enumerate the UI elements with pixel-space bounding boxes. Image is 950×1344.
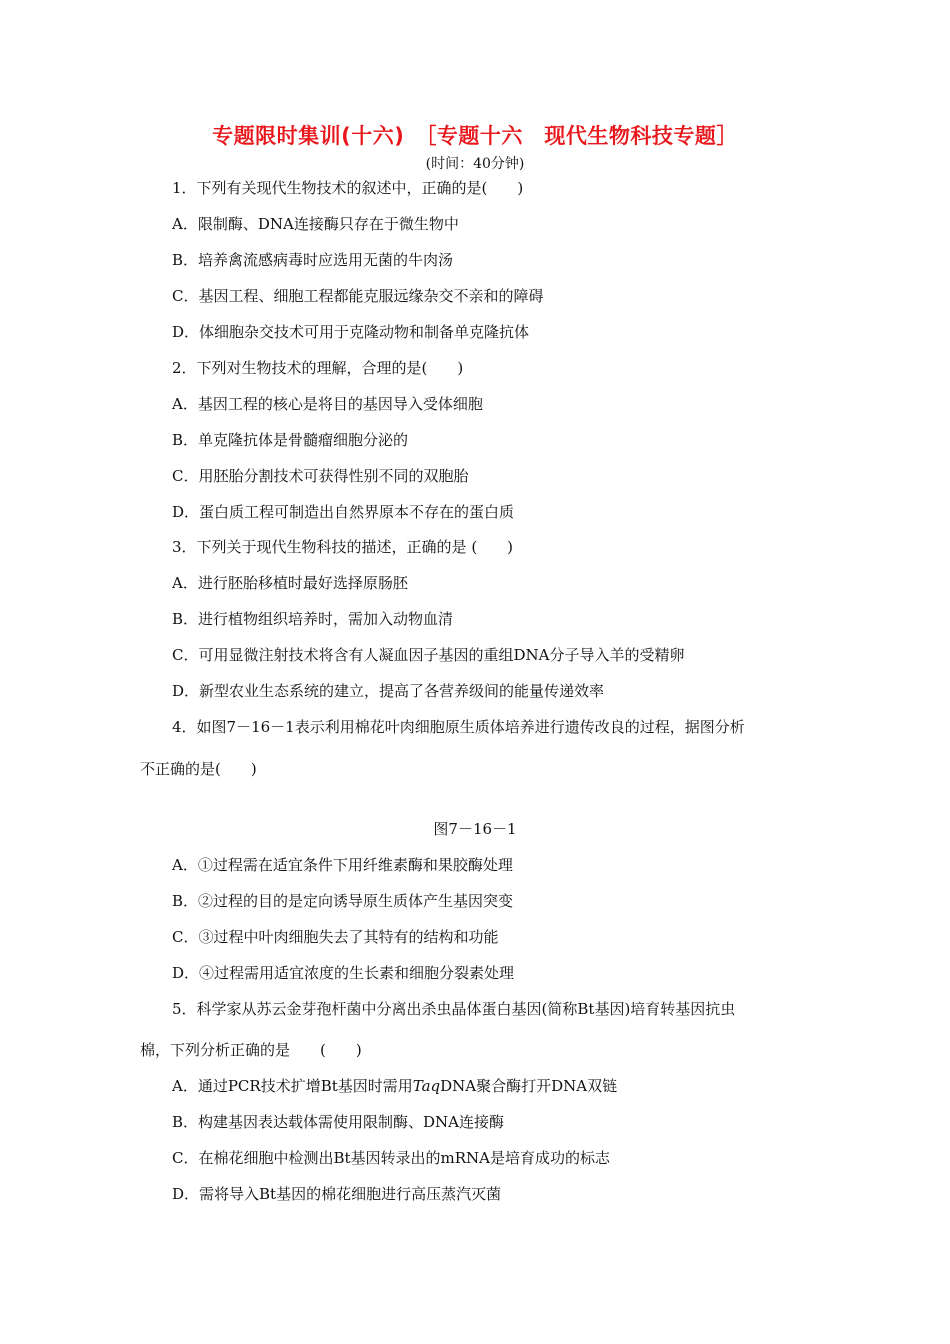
question-4-option-b: B．②过程的目的是定向诱导原生质体产生基因突变 (172, 892, 514, 910)
question-3-option-d: D．新型农业生态系统的建立，提高了各营养级间的能量传递效率 (172, 682, 605, 700)
question-3-stem: 3．下列关于现代生物科技的描述，正确的是 ( ) (172, 538, 514, 556)
page-title: 专题限时集训(十六) ［专题十六 现代生物科技专题］ (212, 124, 738, 148)
question-1-option-a: A．限制酶、DNA连接酶只存在于微生物中 (172, 215, 459, 233)
taq-italic: Taq (412, 1077, 441, 1095)
time-note: (时间：40分钟) (425, 156, 525, 172)
question-2-option-c: C．用胚胎分割技术可获得性别不同的双胞胎 (172, 467, 469, 485)
question-5-stem-line-1: 5．科学家从苏云金芽孢杆菌中分离出杀虫晶体蛋白基因(简称Bt基因)培育转基因抗虫 (172, 1000, 736, 1018)
question-5-option-d: D．需将导入Bt基因的棉花细胞进行高压蒸汽灭菌 (172, 1185, 502, 1203)
question-5-stem-line-2: 棉，下列分析正确的是 ( ) (140, 1041, 362, 1059)
question-1-option-c: C．基因工程、细胞工程都能克服远缘杂交不亲和的障碍 (172, 287, 544, 305)
question-5-option-c: C．在棉花细胞中检测出Bt基因转录出的mRNA是培育成功的标志 (172, 1149, 611, 1167)
question-3-option-c: C．可用显微注射技术将含有人凝血因子基因的重组DNA分子导入羊的受精卵 (172, 646, 685, 664)
question-2-stem: 2．下列对生物技术的理解，合理的是( ) (172, 359, 464, 377)
question-2-option-a: A．基因工程的核心是将目的基因导入受体细胞 (172, 395, 483, 413)
option-a-prefix: A．通过PCR技术扩增Bt基因时需用 (172, 1077, 413, 1095)
question-4-option-a: A．①过程需在适宜条件下用纤维素酶和果胶酶处理 (172, 856, 513, 874)
question-3-option-a: A．进行胚胎移植时最好选择原肠胚 (172, 574, 408, 592)
question-5-option-b: B．构建基因表达载体需使用限制酶、DNA连接酶 (172, 1113, 505, 1131)
option-a-suffix: DNA聚合酶打开DNA双链 (440, 1077, 618, 1095)
question-4-stem-line-2: 不正确的是( ) (140, 760, 257, 778)
question-1-option-d: D．体细胞杂交技术可用于克隆动物和制备单克隆抗体 (172, 323, 530, 341)
figure-caption: 图7－16－1 (433, 820, 517, 838)
question-5-option-a (172, 1075, 617, 1096)
question-4-option-c: C．③过程中叶肉细胞失去了其特有的结构和功能 (172, 928, 499, 946)
question-1-stem: 1．下列有关现代生物技术的叙述中，正确的是( ) (172, 179, 524, 197)
question-3-option-b: B．进行植物组织培养时，需加入动物血清 (172, 610, 454, 628)
question-4-stem-line-1: 4．如图7－16－1表示利用棉花叶肉细胞原生质体培养进行遗传改良的过程，据图分析 (172, 718, 745, 736)
question-4-option-d: D．④过程需用适宜浓度的生长素和细胞分裂素处理 (172, 964, 515, 982)
question-2-option-d: D．蛋白质工程可制造出自然界原本不存在的蛋白质 (172, 503, 515, 521)
question-2-option-b: B．单克隆抗体是骨髓瘤细胞分泌的 (172, 431, 409, 449)
question-1-option-b: B．培养禽流感病毒时应选用无菌的牛肉汤 (172, 251, 454, 269)
